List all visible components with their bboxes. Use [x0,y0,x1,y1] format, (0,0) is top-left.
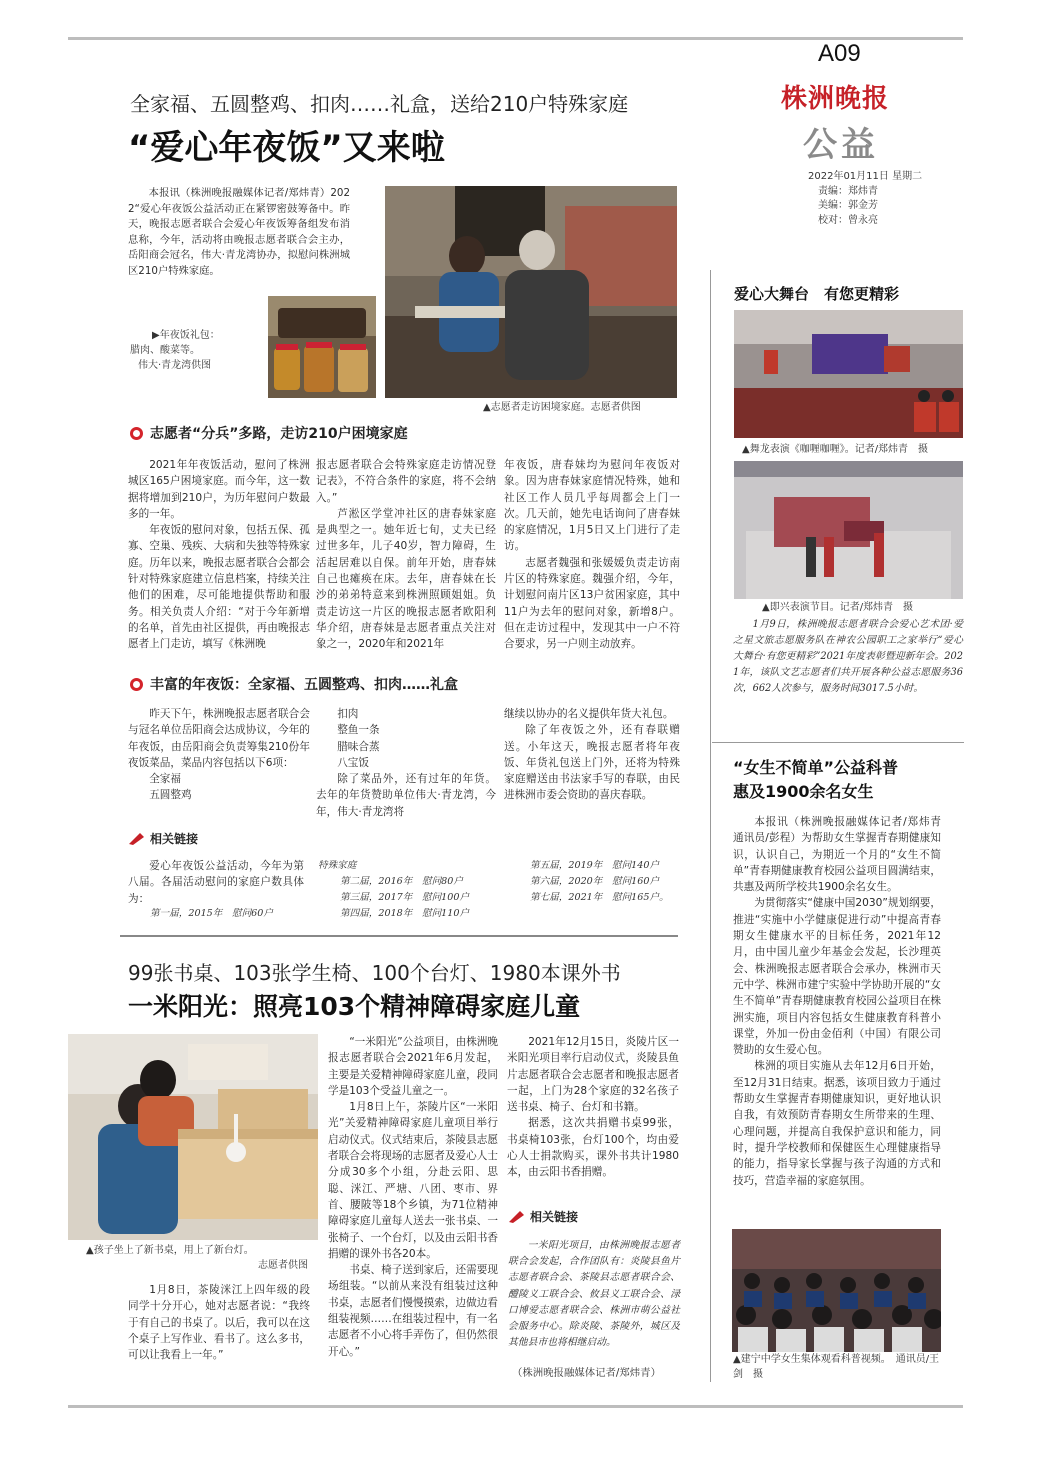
sidebar1-title: 爱心大舞台 有您更精彩 [734,285,900,303]
list-item: 第五届，2019年 慰问140户 [530,860,660,871]
stage-photo-1-caption: ▲舞龙表演《咖喱咖喱》。记者/郑炜青 摄 [742,444,929,455]
section1-col2 [316,457,496,653]
paragraph: 本报讯（株洲晚报融媒体记者/郑炜青 通讯员/彭程）为帮助女生掌握青春期健康知识，认识自己，为期近一个月的“女生不简单”青春期健康教育校园公益项目圆满结束，共惠及两所学校共1900余名女生。 [733,816,952,894]
paper-name: 株洲晚报 [781,84,890,114]
menu-item: 八宝饭 [337,756,369,769]
list-item: 第一届，2015年 慰问60户 [150,908,273,919]
column-divider [710,270,711,1382]
sidebar2-body [733,814,952,1189]
list-item: 特殊家庭 [318,860,357,871]
lede-paragraph: 本报讯（株洲晚报融媒体记者/郑炜青）2022“爱心年夜饭公益活动正在紧锣密鼓筹备中。昨天，晚报志愿者联合会爱心年夜饭筹备组发布消息称，今年，活动将由晚报志愿者联合会主办，岳阳商会冠名，伟大·青龙湾协办，拟慰问株洲城区210户特殊家庭。 [128,187,350,277]
editor: 责编：郑炜青 [818,185,878,197]
article2-byline: （株洲晚报融媒体记者/郑炜青） [512,1367,661,1379]
masthead-logo [777,78,913,114]
section1-col3 [504,457,680,653]
section1-col1 [128,457,310,653]
gift-caption [130,328,264,373]
menu-item: 全家福 [149,773,181,786]
paragraph: 年夜饭，唐春妹均为慰问年夜饭对象。因为唐春妹家庭情况特殊，她和社区工作人员几乎每周都会上门一次。几天前，她先电话询问了唐春妹的家庭情况，1月5日又上门进行了走访。 [504,459,680,553]
issue-date: 2022年01月11日 星期二 [808,171,923,182]
related-link-tag [508,1208,578,1225]
pen-icon [128,832,146,846]
paragraph: 芦淞区学堂冲社区的唐春妹家庭是典型之一。她年近七旬，丈夫已经过世多年，儿子40岁，智力障碍，生活起居难以自保。前年开始，唐春妹自己也瘫痪在床。去年，唐春妹在长沙的弟弟特意来到株洲照顾姐姐。负责走访这一片区的晚报志愿者欧阳利华介绍，唐春妹是志愿者重点关注对象之一，2020年和2021年 [316,507,496,651]
section2-col3 [504,706,680,804]
masthead-info [808,170,922,228]
stage-photo-2 [734,461,963,599]
menu-item: 腊味合蒸 [337,740,380,753]
section2-title: 丰富的年夜饭：全家福、五圆整鸡、扣肉……礼盒 [150,677,458,693]
sidebar2-title-line2: 惠及1900余名女生 [733,782,874,801]
related-list-col1 [150,906,273,922]
paragraph: 书桌、椅子送到家后，还需要现场组装。“以前从来没有组装过这种书桌，志愿者们慢慢摸索，边做边看组装视频……在组装过程中，有一名志愿者不小心将手弄伤了，但仍然很开心。” [328,1264,498,1358]
paragraph: 继续以协办的名义提供年货大礼包。 [504,708,674,720]
bottom-rule [68,1405,963,1408]
article2-col3 [507,1034,679,1181]
visit-photo-caption: ▲志愿者走访困境家庭。志愿者供图 [483,402,641,413]
article2-headline: 一米阳光：照亮103个精神障碍家庭儿童 [128,992,581,1021]
article1-lede [128,186,350,280]
ring-bullet-icon [130,427,143,440]
desk-caption-line2: 志愿者供图 [258,1260,308,1271]
sidebar2-title [733,756,898,804]
gift-caption-line3: 伟大·青龙湾供图 [138,360,212,371]
list-item: 第七届，2021年 慰问165户。 [530,892,669,903]
article1-headline: “爱心年夜饭”又来啦 [128,128,445,168]
pen-icon [508,1210,526,1224]
sidebar1-body [733,617,963,697]
stage-photo-1 [734,310,963,438]
section1-title: 志愿者“分兵”多路，走访210户困境家庭 [150,426,408,442]
classroom-photo [732,1229,941,1352]
paragraph: 2021年年夜饭活动，慰问了株洲城区165户困境家庭。而今年，这一数据将增加到210户，为历年慰问户数最多的一年。 [128,459,310,520]
designer: 美编：郭金芳 [818,200,878,211]
paragraph: 1月8日，茶陵洣江上四年级的段同学十分开心，她对志愿者说：“我终于有自己的书桌了。以后，我可以在这个桌子上写作业、看书了。这么多书，可以让我看上一年。” [128,1284,310,1362]
paragraph: 年夜饭的慰问对象，包括五保、孤寡、空巢、残疾、大病和失独等特殊家庭。历年以来，晚报志愿者联合会都会针对特殊家庭建立信息档案，持续关注他们的困难，尽可能地提供帮助和服务。相关负责人介绍：“对于今年新增的名单，首先由社区提供，再由晚报志愿者上门走访，填写《株洲晚 [128,524,310,651]
classroom-photo-caption: ▲建宁中学女生集体观看科普视频。 通讯员/王剑 摄 [733,1354,940,1380]
article2-col1 [128,1282,310,1363]
desk-photo-caption [86,1243,318,1273]
list-item: 第四届，2018年 慰问110户 [340,908,470,919]
related-link-tag [128,830,198,847]
article1-kicker: 全家福、五圆整鸡、扣肉……礼盒，送给210户特殊家庭 [130,92,629,116]
paragraph: 报志愿者联合会特殊家庭走访情况登记表》，不符合条件的家庭，将不会纳入。” [316,459,496,504]
section-name: 公益 [803,125,879,165]
related-list-col3 [530,858,669,906]
gift-caption-line1: ▶年夜饭礼包： [152,330,220,341]
article2-col2 [328,1034,498,1360]
list-item: 第六届，2020年 慰问160户 [530,876,660,887]
related-intro [128,858,304,907]
ring-bullet-icon [130,678,143,691]
sidebar-divider [712,742,964,743]
list-item: 第二届，2016年 慰问80户 [340,876,463,887]
paragraph: 爱心年夜饭公益活动，今年为第八届。各届活动慰问的家庭户数具体为： [128,860,304,905]
page-number: A09 [818,40,861,67]
paragraph: 1月8日上午，茶陵片区“一米阳光”关爱精神障碍家庭儿童项目举行启动仪式。仪式结束后，茶陵县志愿者联合会将现场的志愿者及爱心人士分成30多个小组，分赴云阳、思聪、洣江、严塘、八团、枣市、界首、腰陂等18个乡镇，为71位精神障碍家庭儿童每人送去一张书桌、一张椅子、一个台灯，以及由云阳书香捐赠的课外书各20本。 [328,1101,498,1260]
gift-caption-line2: 腊肉、酸菜等。 [130,345,200,356]
visit-photo [385,186,677,398]
section2-col1 [128,706,310,804]
paragraph: 据悉，这次共捐赠书桌99张，书桌椅103张，台灯100个，均由爱心人士捐款购买，课外书共计1980本，由云阳书香捐赠。 [507,1117,679,1179]
paragraph: 志愿者魏强和张媛媛负责走访南片区的特殊家庭。魏强介绍，今年，计划慰问南片区13户贫困家庭，其中11户为去年的慰问对象，新增8户。但在走访过程中，发现其中一户不符合要求，另一户则主动放弃。 [504,556,680,651]
section1-heading [130,423,408,443]
menu-item: 整鱼一条 [337,724,380,737]
menu-item: 扣肉 [337,708,359,720]
proofreader: 校对：曾永亮 [818,214,878,226]
related-link-label: 相关链接 [530,1210,579,1224]
paragraph: 除了年夜饭之外，还有春联赠送。小年这天，晚报志愿者将年夜饭、年货礼包送上门外，还将为特殊家庭赠送由书法家手写的春联，由民进株洲市委会资助的喜庆春联。 [504,724,680,802]
paragraph: 1月9日，株洲晚报志愿者联合会爱心艺术团·爱之星文旅志愿服务队在神农公园职工之家举行“爱心大舞台·有您更精彩”2021年度表彰暨迎新年会。2021年，该队文艺志愿者们共开展各种公益志愿服务36次，662人次参与，服务时间3017.5小时。 [733,619,963,694]
gift-photo [268,296,376,398]
article2-kicker: 99张书桌、103张学生椅、100个台灯、1980本课外书 [128,961,621,985]
sidebar2-title-line1: “女生不简单”公益科普 [733,758,899,777]
desk-photo [68,1034,318,1240]
paragraph: 2021年12月15日，炎陵片区一米阳光项目率行启动仪式，炎陵县鱼片志愿者联合会志愿者和晚报志愿者一起，上门为28个家庭的32名孩子送书桌、椅子、台灯和书籍。 [507,1036,679,1114]
paragraph: 为贯彻落实“健康中国2030”规划纲要，推进“实施中小学健康促进行动”中提高青春期女生健康水平的目标任务，2021年12月，由中国儿童少年基金会发起，长沙理英会、株洲晚报志愿者联合会承办，株洲市天元中学、株洲市建宁实验中学协助开展的“女生不简单”青春期健康教育校园公益项目在株洲实施，项目内容包括女生健康教育科普小课堂，外加一份由金佰利（中国）有限公司赞助的女生爱心包。 [733,897,941,1057]
paragraph: “一米阳光”公益项目，由株洲晚报志愿者联合会2021年6月发起，主要是关爱精神障碍家庭儿童，段同学是103个受益儿童之一。 [328,1036,498,1097]
section2-heading [130,674,458,694]
related-list-col2 [318,858,469,922]
article-divider [120,935,678,937]
desk-caption-line1: ▲孩子坐上了新书桌，用上了新台灯。 [86,1245,254,1256]
stage-photo-2-caption: ▲即兴表演节目。记者/郑炜青 摄 [762,602,914,613]
related-link-label: 相关链接 [150,832,199,846]
paragraph: 除了菜品外，还有过年的年货。去年的年货赞助单位伟大·青龙湾，今年，伟大·青龙湾将 [316,773,496,818]
paragraph: 昨天下午，株洲晚报志愿者联合会与冠名单位岳阳商会达成协议，今年的年夜饭，由岳阳商会负责筹集210份年夜饭菜品，菜品内容包括以下6项： [128,708,310,769]
menu-item: 五圆整鸡 [149,789,192,802]
section2-col2 [316,706,496,820]
article2-related-text [508,1238,680,1351]
paragraph: 一米阳光项目，由株洲晚报志愿者联合会发起，合作团队有：炎陵县鱼片志愿者联合会、茶陵县志愿者联合会、醴陵义工联合会、攸县义工联合会、渌口博爱志愿者联合会、株洲市萌公益社会服务中心。除炎陵、茶陵外，城区及其他县市也将相继启动。 [508,1240,680,1349]
list-item: 第三届，2017年 慰问100户 [340,892,470,903]
paragraph: 株洲的项目实施从去年12月6日开始，至12月31日结束。据悉，该项目致力于通过帮助女生掌握青春期健康知识，更好地认识自我，有效预防青春期女生所带来的生理、心理问题，并提高自我保护意识和能力，同时，提升学校教师和保健医生心理健康指导的能力，指导家长掌握与孩子沟通的方式和技巧，营造幸福的家庭氛围。 [733,1060,941,1187]
